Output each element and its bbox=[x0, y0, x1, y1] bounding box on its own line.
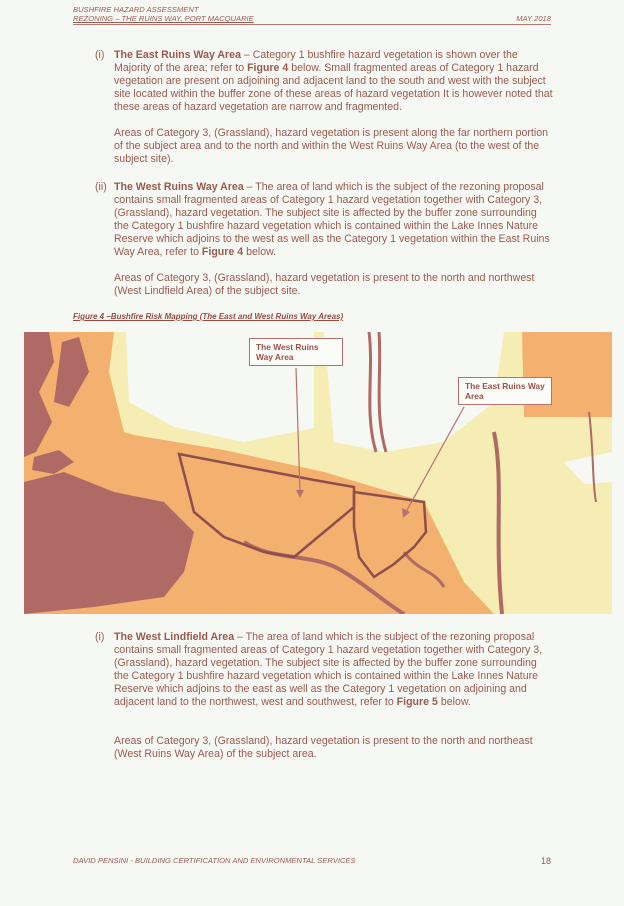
item-text: below. bbox=[437, 696, 471, 708]
item-number: (ii) bbox=[95, 181, 107, 193]
item-body bbox=[114, 49, 553, 166]
figure-caption: Figure 4 –Bushfire Risk Mapping (The East and West Ruins Way Areas) bbox=[73, 312, 344, 321]
item-text: – The area of land which is the subject of the rezoning proposal contains small fragmented areas of Category 1 hazard vegetation together with Category 3, (Grassland), hazard vegetation. The subject site is affected by the buffer zone surrounding the Category 1 bushfire hazard vegetation which is contained within the Lake Innes Nature Reserve which adjoins to the west as well as the Category 1 vegetation within the East Ruins Way Area, refer to bbox=[114, 181, 550, 258]
page-number: 18 bbox=[540, 856, 551, 866]
page-footer bbox=[73, 856, 551, 866]
callout-west-ruins-way: The West Ruins Way Area bbox=[249, 338, 343, 366]
item-paragraph bbox=[114, 181, 553, 259]
item-body bbox=[114, 631, 553, 761]
item-text: – The area of land which is the subject of the rezoning proposal contains small fragmented areas of Category 1 hazard vegetation together with Category 3, (Grassland), hazard vegetation. The subject site is affected by the buffer zone surrounding the Category 1 bushfire hazard vegetation which is contained within the Lake Innes Nature Reserve which adjoins to the east as well as the Category 1 vegetation on adjoining and adjacent land to the northwest, west and southwest, refer to bbox=[114, 631, 543, 708]
item-text: below. bbox=[243, 246, 277, 258]
map-graphic bbox=[24, 332, 612, 614]
header-project: REZONING – THE RUINS WAY, PORT MACQUARIE bbox=[73, 14, 254, 23]
figure-ref: Figure 4 bbox=[201, 246, 244, 258]
item-west-lindfield bbox=[95, 631, 553, 761]
header-row bbox=[73, 14, 551, 25]
header-title: BUSHFIRE HAZARD ASSESSMENT bbox=[73, 5, 199, 14]
item-body bbox=[114, 181, 553, 298]
figure-ref: Figure 5 bbox=[396, 696, 438, 708]
callout-east-ruins-way: The East Ruins Way Area bbox=[458, 377, 552, 405]
item-text: below. Small fragmented areas of Category 1 hazard vegetation are present on adjoining and adjacent land to the south and west with the subject site located within the buffer zone of these areas of hazard vegetation It is however noted that these areas of hazard vegetation are narrow and fragmented. bbox=[114, 62, 553, 113]
page-header bbox=[73, 5, 551, 25]
item-paragraph bbox=[114, 631, 553, 709]
figure-ref: Figure 4 bbox=[247, 62, 289, 74]
footer-company: DAVID PENSINI - BUILDING CERTIFICATION AND ENVIRONMENTAL SERVICES bbox=[73, 856, 356, 865]
item-paragraph: Areas of Category 3, (Grassland), hazard vegetation is present to the north and northeast (West Ruins Way Area) of the subject area. bbox=[114, 735, 533, 760]
header-date: MAY 2018 bbox=[516, 14, 551, 23]
item-title: The West Lindfield Area bbox=[114, 631, 235, 643]
bushfire-risk-map bbox=[24, 332, 612, 614]
item-paragraph: Areas of Category 3, (Grassland), hazard vegetation is present to the north and northwest (West Lindfield Area) of the subject site. bbox=[114, 272, 535, 297]
item-number: (i) bbox=[95, 631, 105, 643]
item-paragraph bbox=[114, 49, 553, 114]
item-title: The West Ruins Way Area bbox=[114, 181, 244, 193]
item-east-ruins-way bbox=[95, 49, 553, 166]
item-title: The East Ruins Way Area bbox=[114, 49, 241, 61]
item-west-ruins-way bbox=[95, 181, 553, 298]
item-text: – Category 1 bushfire hazard vegetation is shown over the Majority of the area; refer to bbox=[114, 49, 518, 74]
item-paragraph: Areas of Category 3, (Grassland), hazard vegetation is present along the far northern portion of the subject area and to the north and within the West Ruins Way Area (to the west of the subject site). bbox=[114, 127, 548, 165]
item-number: (i) bbox=[95, 49, 105, 61]
